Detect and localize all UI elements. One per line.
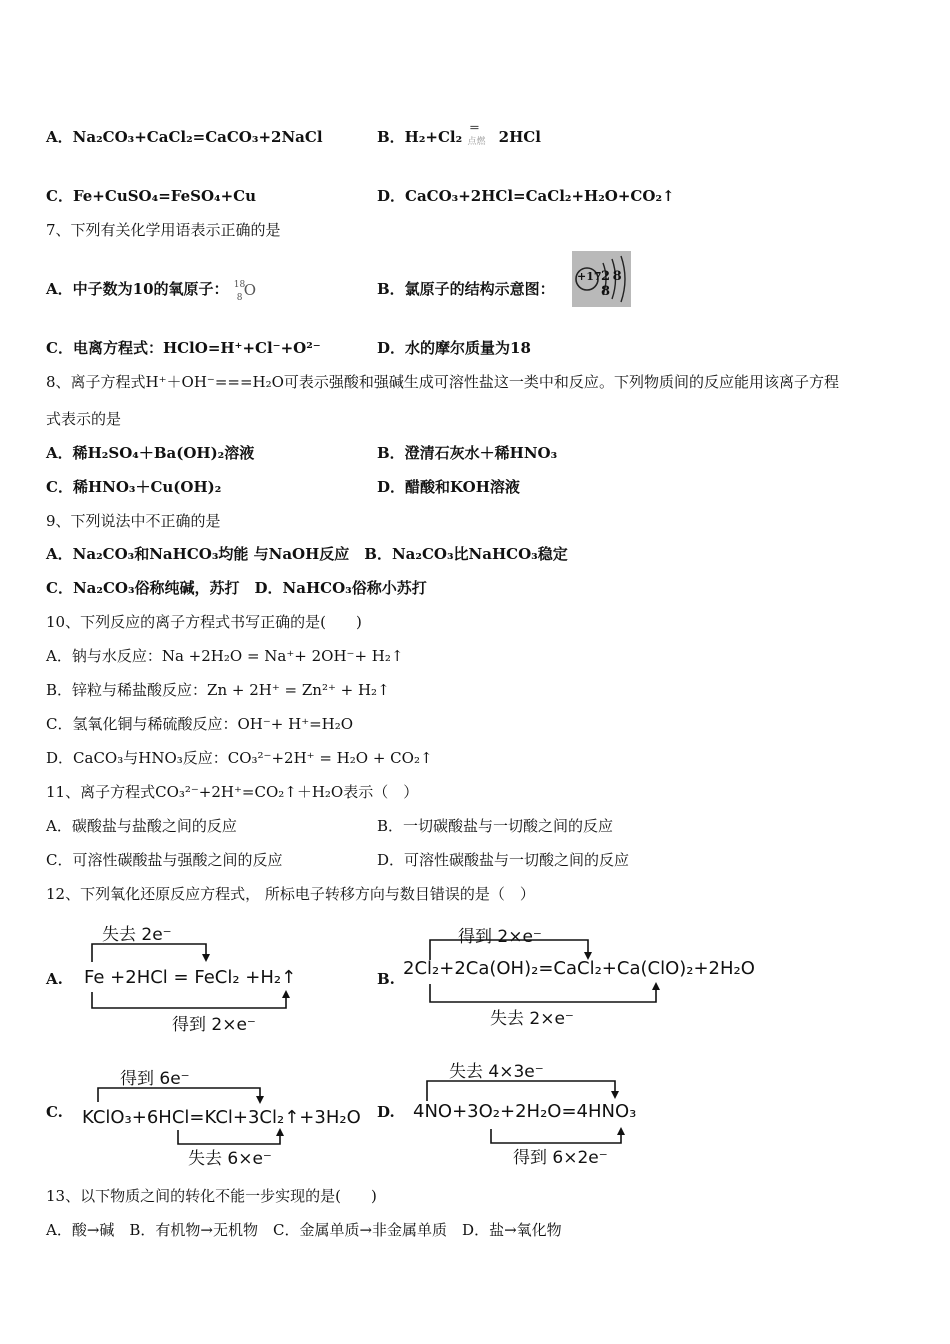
q8-option-c: C．稀HNO₃＋Cu(OH)₂ xyxy=(46,478,222,496)
q8-option-a: A．稀H₂SO₄＋Ba(OH)₂溶液 xyxy=(46,444,255,462)
q12-option-d-label: D. xyxy=(377,1103,395,1121)
q10-option-b: B．锌粒与稀盐酸反应：Zn + 2H⁺ = Zn²⁺ + H₂↑ xyxy=(46,681,390,699)
q7-option-b: B．氯原子的结构示意图： xyxy=(377,280,555,298)
oxygen-isotope-symbol: 18 8 O xyxy=(233,280,257,303)
q12-stem: 12、下列氧化还原反应方程式， 所标电子转移方向与数目错误的是（ ） xyxy=(46,885,535,903)
electron-shells: 2 8 8 xyxy=(601,269,621,299)
q9-options-line1: A．Na₂CO₃和NaHCO₃均能 与NaOH反应 B．Na₂CO₃比NaHCO₃稳定 xyxy=(46,545,568,563)
q12-option-a-label: A. xyxy=(46,970,63,988)
q11-option-b: B．一切碳酸盐与一切酸之间的反应 xyxy=(377,817,614,835)
q10-option-c: C．氢氧化铜与稀硫酸反应：OH⁻+ H⁺=H₂O xyxy=(46,715,354,733)
q7-option-c: C．电离方程式：HClO=H⁺+Cl⁻+O²⁻ xyxy=(46,339,321,357)
q6-option-b-product: 2HCl xyxy=(498,128,541,146)
reaction-condition: ═ 点燃 xyxy=(467,121,486,147)
q8-option-d: D．醋酸和KOH溶液 xyxy=(377,478,520,496)
q8-stem-line1: 8、离子方程式H⁺＋OH⁻===H₂O可表示强酸和强碱生成可溶性盐这一类中和反应。下列物质间的反应能用该离子方程 xyxy=(46,373,839,391)
q9-stem: 9、下列说法中不正确的是 xyxy=(46,512,221,530)
q6-option-a: A．Na₂CO₃+CaCl₂=CaCO₃+2NaCl xyxy=(46,128,323,146)
q12-diagram-b: 得到 2×e⁻ 2Cl₂+2Ca(OH)₂=CaCl₂+Ca(ClO)₂+2H₂O 失去 2×e⁻ xyxy=(400,920,780,1035)
q8-stem-line2: 式表示的是 xyxy=(46,410,122,428)
q7-stem: 7、下列有关化学用语表示正确的是 xyxy=(46,221,281,239)
q6-option-d: D．CaCO₃+2HCl=CaCl₂+H₂O+CO₂↑ xyxy=(377,187,675,205)
q12-option-b-label: B. xyxy=(377,970,395,988)
chlorine-atom-structure-diagram xyxy=(572,251,631,307)
q13-options: A．酸→碱 B．有机物→无机物 C．金属单质→非金属单质 D．盐→氧化物 xyxy=(46,1221,562,1239)
q6-option-c: C．Fe+CuSO₄=FeSO₄+Cu xyxy=(46,187,257,205)
q13-stem: 13、以下物质之间的转化不能一步实现的是( ) xyxy=(46,1187,377,1205)
q12-diagram-c: 得到 6e⁻ KClO₃+6HCl=KCl+3Cl₂↑+3H₂O 失去 6×e⁻ xyxy=(80,1060,370,1170)
q6-option-b xyxy=(377,121,541,147)
q12-diagram-a: 失去 2e⁻ Fe +2HCl = FeCl₂ +H₂↑ 得到 2×e⁻ xyxy=(80,918,340,1033)
q11-option-d: D．可溶性碳酸盐与一切酸之间的反应 xyxy=(377,851,630,869)
q10-option-d: D．CaCO₃与HNO₃反应：CO₃²⁻+2H⁺ = H₂O + CO₂↑ xyxy=(46,749,433,767)
q7-option-a: A．中子数为10的氧原子： 18 8 O xyxy=(46,280,257,303)
q11-stem: 11、离子方程式CO₃²⁻+2H⁺=CO₂↑＋H₂O表示（ ） xyxy=(46,783,419,801)
q8-option-b: B．澄清石灰水＋稀HNO₃ xyxy=(377,444,558,462)
q9-options-line2: C．Na₂CO₃俗称纯碱，苏打 D．NaHCO₃俗称小苏打 xyxy=(46,579,427,597)
q6-option-b-reactants: B．H₂+Cl₂ xyxy=(377,128,463,146)
q11-option-a: A．碳酸盐与盐酸之间的反应 xyxy=(46,817,237,835)
q11-option-c: C．可溶性碳酸盐与强酸之间的反应 xyxy=(46,851,283,869)
q12-option-c-label: C. xyxy=(46,1103,63,1121)
q7-option-d: D．水的摩尔质量为18 xyxy=(377,339,531,357)
nucleus-charge: +17 xyxy=(577,270,602,283)
q10-option-a: A．钠与水反应：Na +2H₂O = Na⁺+ 2OH⁻+ H₂↑ xyxy=(46,647,404,665)
q12-diagram-d: 失去 4×3e⁻ 4NO+3O₂+2H₂O=4HNO₃ 得到 6×2e⁻ xyxy=(405,1055,695,1170)
q10-stem: 10、下列反应的离子方程式书写正确的是( ) xyxy=(46,613,362,631)
